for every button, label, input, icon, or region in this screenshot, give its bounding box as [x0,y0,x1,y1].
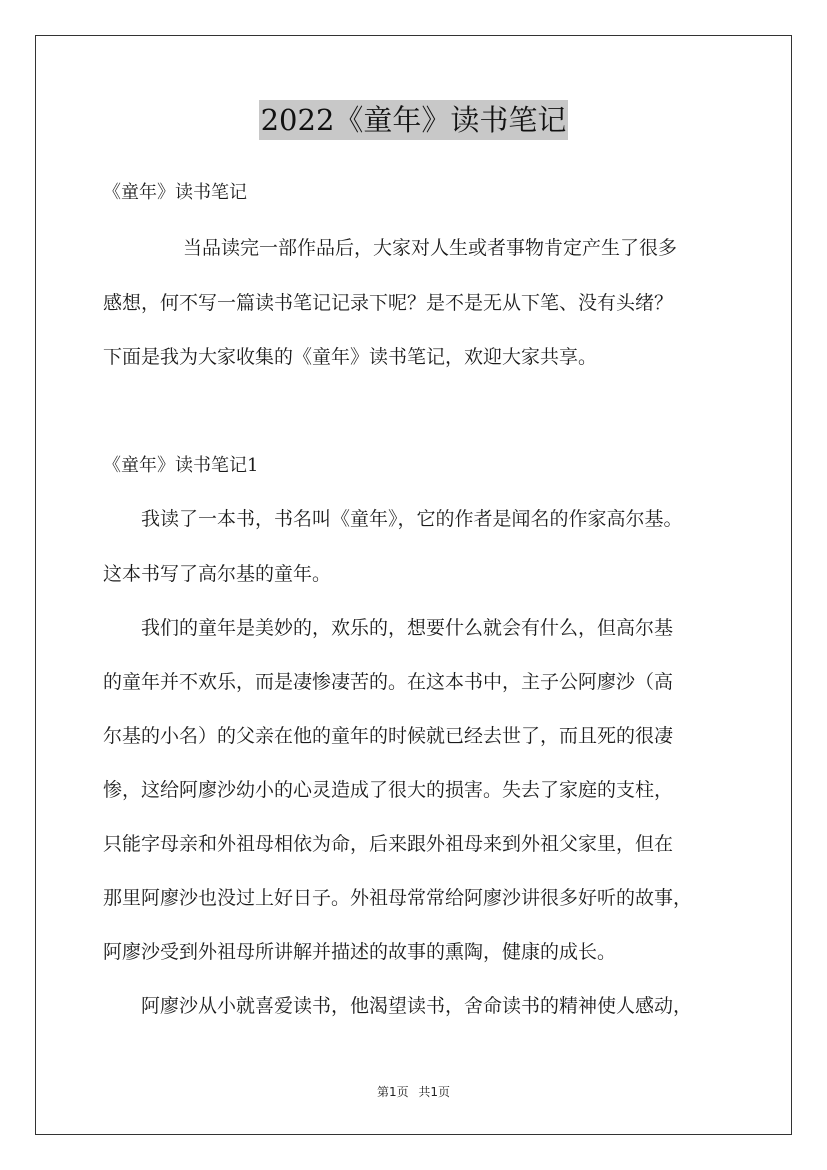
body-line: 那里阿廖沙也没过上好日子。外祖母常常给阿廖沙讲很多好听的故事， [103,887,693,909]
intro-line: 当品读完一部作品后，大家对人生或者事物肯定产生了很多 [183,237,678,259]
page-footer [0,1083,827,1100]
intro-line: 感想，何不写一篇读书笔记记录下呢？是不是无从下笔、没有头绪？ [103,292,674,314]
body-line: 的童年并不欢乐，而是凄惨凄苦的。在这本书中，主子公阿廖沙（高 [103,671,674,693]
intro-line: 下面是我为大家收集的《童年》读书笔记，欢迎大家共享。 [103,346,598,368]
body-line: 只能字母亲和外祖母相依为命，后来跟外祖母来到外祖父家里，但在 [103,833,674,855]
page-total: 共1页 [418,1085,451,1099]
body-line: 阿廖沙从小就喜爱读书，他渴望读书，舍命读书的精神使人感动， [141,995,693,1017]
page-number: 第1页 [376,1085,409,1099]
body-line: 惨，这给阿廖沙幼小的心灵造成了很大的损害。失去了家庭的支柱， [103,779,674,801]
body-line: 这本书写了高尔基的童年。 [103,563,332,585]
body-line: 我们的童年是美妙的，欢乐的，想要什么就会有什么，但高尔基 [141,617,674,639]
section-heading: 《童年》读书笔记1 [103,455,259,476]
title-wrap [0,100,827,140]
body-line: 我读了一本书，书名叫《童年》，它的作者是闻名的作家高尔基。 [141,508,683,530]
document-subtitle: 《童年》读书笔记 [103,182,247,203]
document-title: 2022《童年》读书笔记 [259,100,569,140]
body-line: 尔基的小名）的父亲在他的童年的时候就已经去世了，而且死的很凄 [103,725,674,747]
body-line: 阿廖沙受到外祖母所讲解并描述的故事的熏陶，健康的成长。 [103,941,617,963]
